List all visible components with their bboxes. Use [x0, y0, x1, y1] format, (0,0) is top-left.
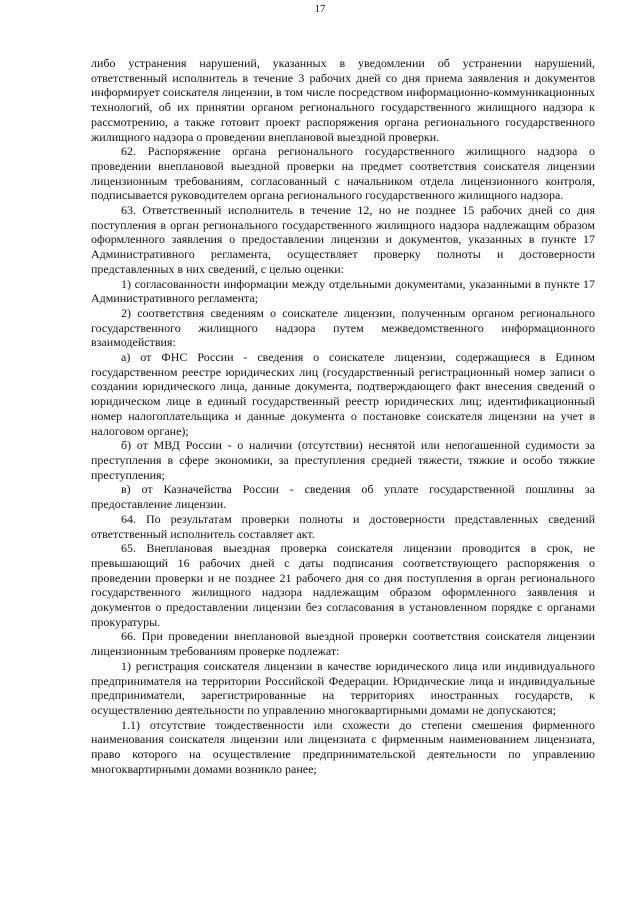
paragraph: 1) согласованности информации между отдельными документами, указанными в пункте 17 Административного регламента;	[91, 276, 595, 306]
page-number: 17	[314, 3, 326, 15]
paragraph: либо устранения нарушений, указанных в уведомлении об устранении нарушений, ответственный исполнитель в течение 3 рабочих дней со дня приема заявления и документов информирует соискателя лицензии, в том числе посредством информационно-коммуникационных технологий, об их принятии органом регионального государственного жилищного надзора к рассмотрению, а также готовит проект распоряжения органа регионального государственного жилищного надзора о проведении внеплановой выездной проверки.	[91, 56, 595, 144]
paragraph: 2) соответствия сведениям о соискателе лицензии, полученным органом регионального государственного жилищного надзора путем межведомственного информационного взаимодействия:	[91, 305, 595, 350]
paragraph: 62. Распоряжение органа регионального государственного жилищного надзора о проведении внеплановой выездной проверки на предмет соответствия соискателя лицензии лицензионным требованиям, согласованный с начальником отдела лицензионного контроля, подписывается руководителем органа регионального государственного жилищного надзора.	[91, 144, 595, 203]
paragraph: б) от МВД России - о наличии (отсутствии) неснятой или непогашенной судимости за преступления в сфере экономики, за преступления средней тяжести, тяжкие и особо тяжкие преступления;	[91, 438, 595, 482]
paragraph: 1.1) отсутствие тождественности или схожести до степени смешения фирменного наименования соискателя лицензии или лицензиата с фирменным наименованием лицензиата, право которого на осуществление предпринимательской деятельности по управлению многоквартирными домами возникло ранее;	[91, 717, 595, 776]
paragraph: 64. По результатам проверки полноты и достоверности представленных сведений ответственный исполнитель составляет акт.	[91, 511, 595, 541]
paragraph: 65. Внеплановая выездная проверка соискателя лицензии проводится в срок, не превышающий 16 рабочих дней с даты подписания соответствующего распоряжения о проведении проверки и не позднее 21 рабочего дня со дня поступления в орган регионального государственного жилищного надзора надлежащим образом оформленного заявления и документов о предоставлении лицензии без согласования в установленном порядке с органами прокуратуры.	[91, 541, 595, 629]
paragraph: а) от ФНС России - сведения о соискателе лицензии, содержащиеся в Едином государственном реестре юридических лиц (государственный регистрационный номер записи о создании юридического лица, данные документа, подтверждающего факт внесения сведений о юридическом лице в единый государственный реестр юридических лиц; идентификационный номер налогоплательщика и данные документа о постановке соискателя лицензии на учет в налоговом органе);	[91, 350, 595, 438]
paragraph: 1) регистрация соискателя лицензии в качестве юридического лица или индивидуального предпринимателя на территории Российской Федерации. Юридические лица и индивидуальные предприниматели, зарегистрированные на территориях иностранных государств, к осуществлению деятельности по управлению многоквартирными домами не допускаются;	[91, 658, 595, 717]
paragraph: 63. Ответственный исполнитель в течение 12, но не позднее 15 рабочих дней со дня поступления в орган регионального государственного жилищного надзора надлежащим образом оформленного заявления о предоставлении лицензии и документов, указанных в пункте 17 Административного регламента, осуществляет проверку полноты и достоверности представленных в них сведений, с целью оценки:	[91, 203, 595, 276]
paragraph: 66. При проведении внеплановой выездной проверки соответствия соискателя лицензии лицензионным требованиям проверке подлежат:	[91, 629, 595, 659]
paragraph: в) от Казначейства России - сведения об уплате государственной пошлины за предоставление лицензии.	[91, 482, 595, 512]
document-body	[91, 56, 595, 776]
